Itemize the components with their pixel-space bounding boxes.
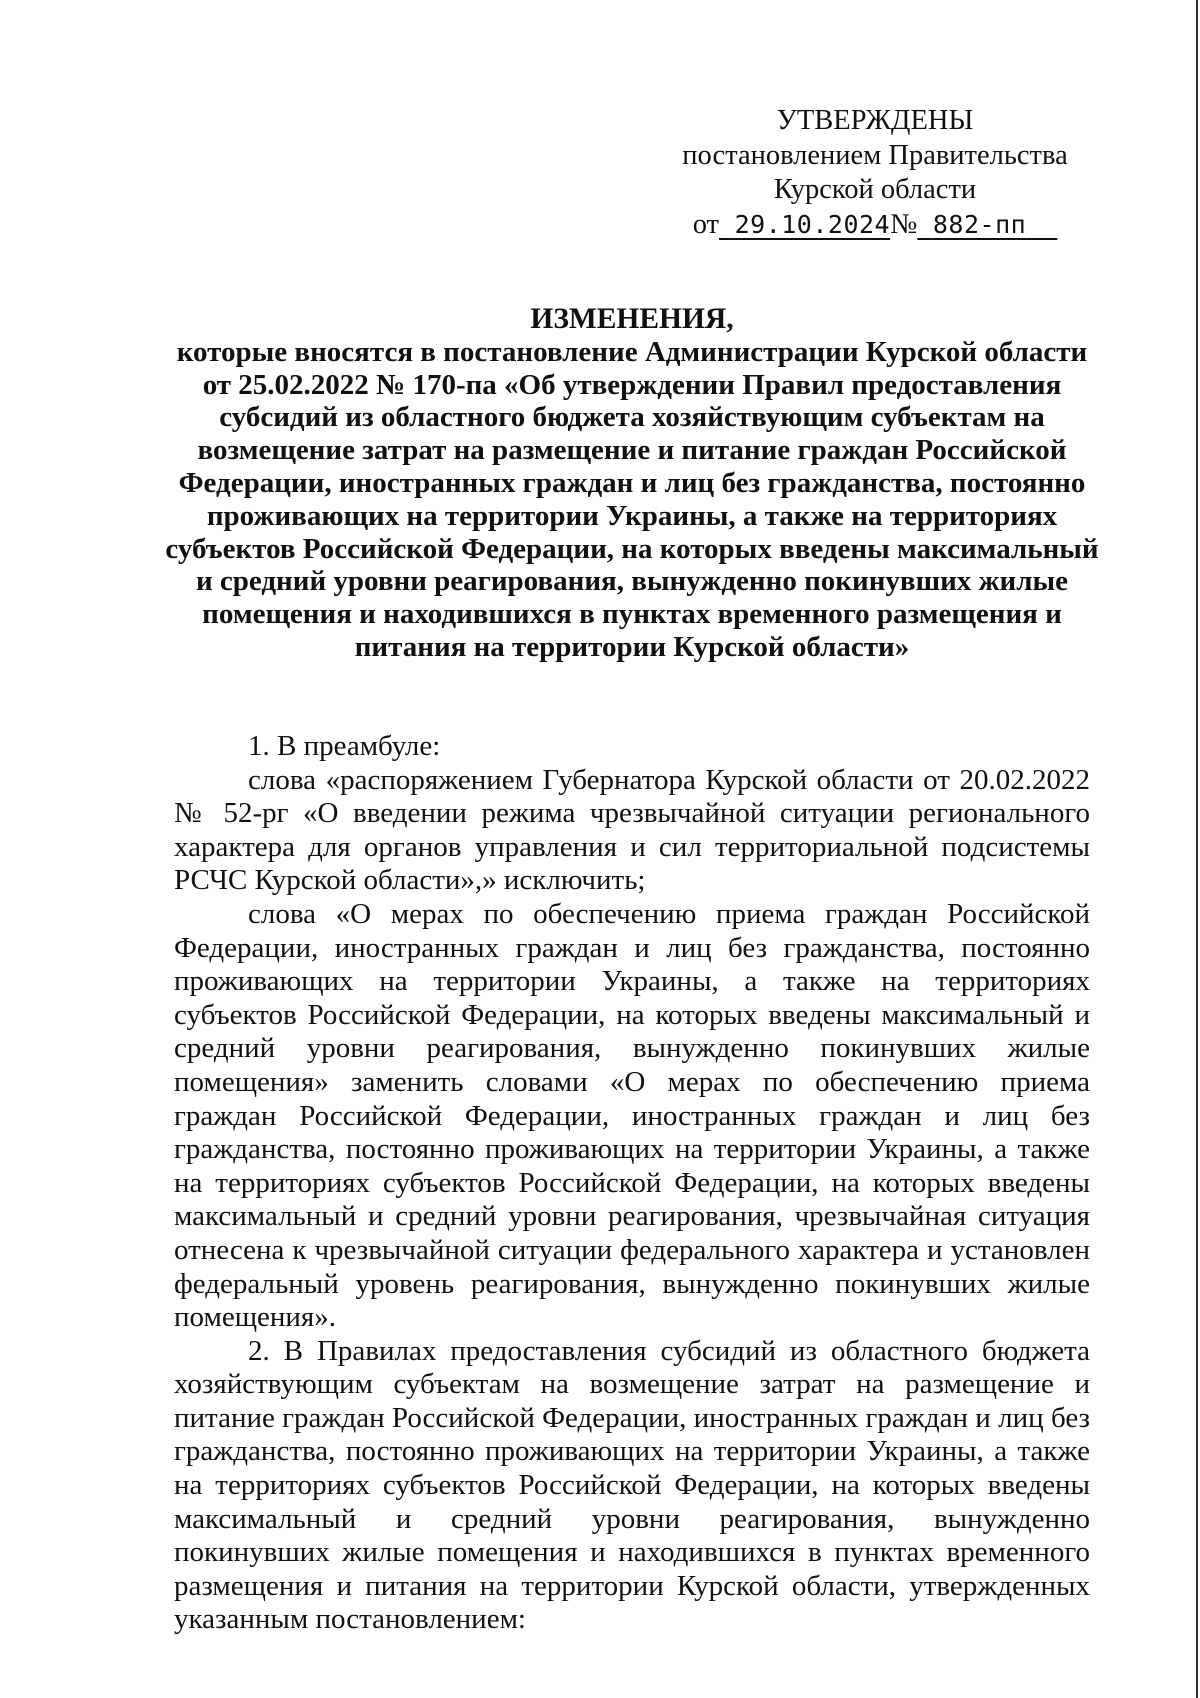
document-title xyxy=(160,303,1104,664)
date-prefix: от xyxy=(692,208,720,240)
paragraph-1: 1. В преамбуле: xyxy=(248,730,441,762)
approval-block xyxy=(650,104,1100,242)
approval-authority: постановлением Правительства xyxy=(682,139,1068,171)
document-body xyxy=(174,730,1090,1637)
number-prefix: № xyxy=(890,208,918,240)
paragraph-3: слова «О мерах по обеспечению приема граждан Российской Федерации, иностранных граждан и лиц без гражданства, постоянно проживающих на территории Украины, а также на территориях субъектов Российской Федерации, на которых введены максимальный и средний уровни реагирования, вынужденно покинувших жилые помещения» заменить словами «О мерах по обеспечению приема граждан Российской Федерации, иностранных граждан и лиц без гражданства, постоянно проживающих на территории Украины, а также на территориях субъектов Российской Федерации, на которых введены максимальный и средний уровни реагирования, чрезвычайная ситуация отнесена к чрезвычайной ситуации федерального характера и установлен федеральный уровень реагирования, вынужденно покинувших жилые помещения». xyxy=(174,897,1090,1334)
paragraph-4: 2. В Правилах предоставления субсидий из областного бюджета хозяйствующим субъектам на возмещение затрат на размещение и питание граждан Российской Федерации, иностранных граждан и лиц без гражданства, постоянно проживающих на территории Украины, а также на территориях субъектов Российской Федерации, на которых введены максимальный и средний уровни реагирования, вынужденно покинувших жилые помещения и находившихся в пунктах временного размещения и питания на территории Курской области, утвержденных указанным постановлением: xyxy=(174,1334,1090,1636)
approval-stamp-title: УТВЕРЖДЕНЫ xyxy=(776,105,974,136)
approval-region: Курской области xyxy=(773,174,977,205)
title-subtitle: которые вносятся в постановление Администрации Курской области от 25.02.2022 № 170-па «Об утверждении Правил предоставления субсидий из областного бюджета хозяйствующим субъектам на возмещение затрат на размещение и питание граждан Российской Федерации, иностранных граждан и лиц без гражданства, постоянно проживающих на территории Украины, а также на территориях субъектов Российской Федерации, на которых введены максимальный и средний уровни реагирования, вынужденно покинувших жилые помещения и находившихся в пунктах временного размещения и питания на территории Курской области» xyxy=(165,335,1099,663)
scan-edge-line xyxy=(1196,0,1198,1698)
title-heading: ИЗМЕНЕНИЯ, xyxy=(530,303,734,335)
paragraph-2: слова «распоряжением Губернатора Курской области от 20.02.2022 № 52-рг «О введении режима чрезвычайной ситуации регионального характера для органов управления и сил территориальной подсистемы РСЧС Курской области»,» исключить; xyxy=(174,763,1090,897)
approval-reference-line xyxy=(650,208,1100,243)
approval-number: 882-пп xyxy=(932,209,1027,239)
approval-date: 29.10.2024 xyxy=(734,209,891,239)
